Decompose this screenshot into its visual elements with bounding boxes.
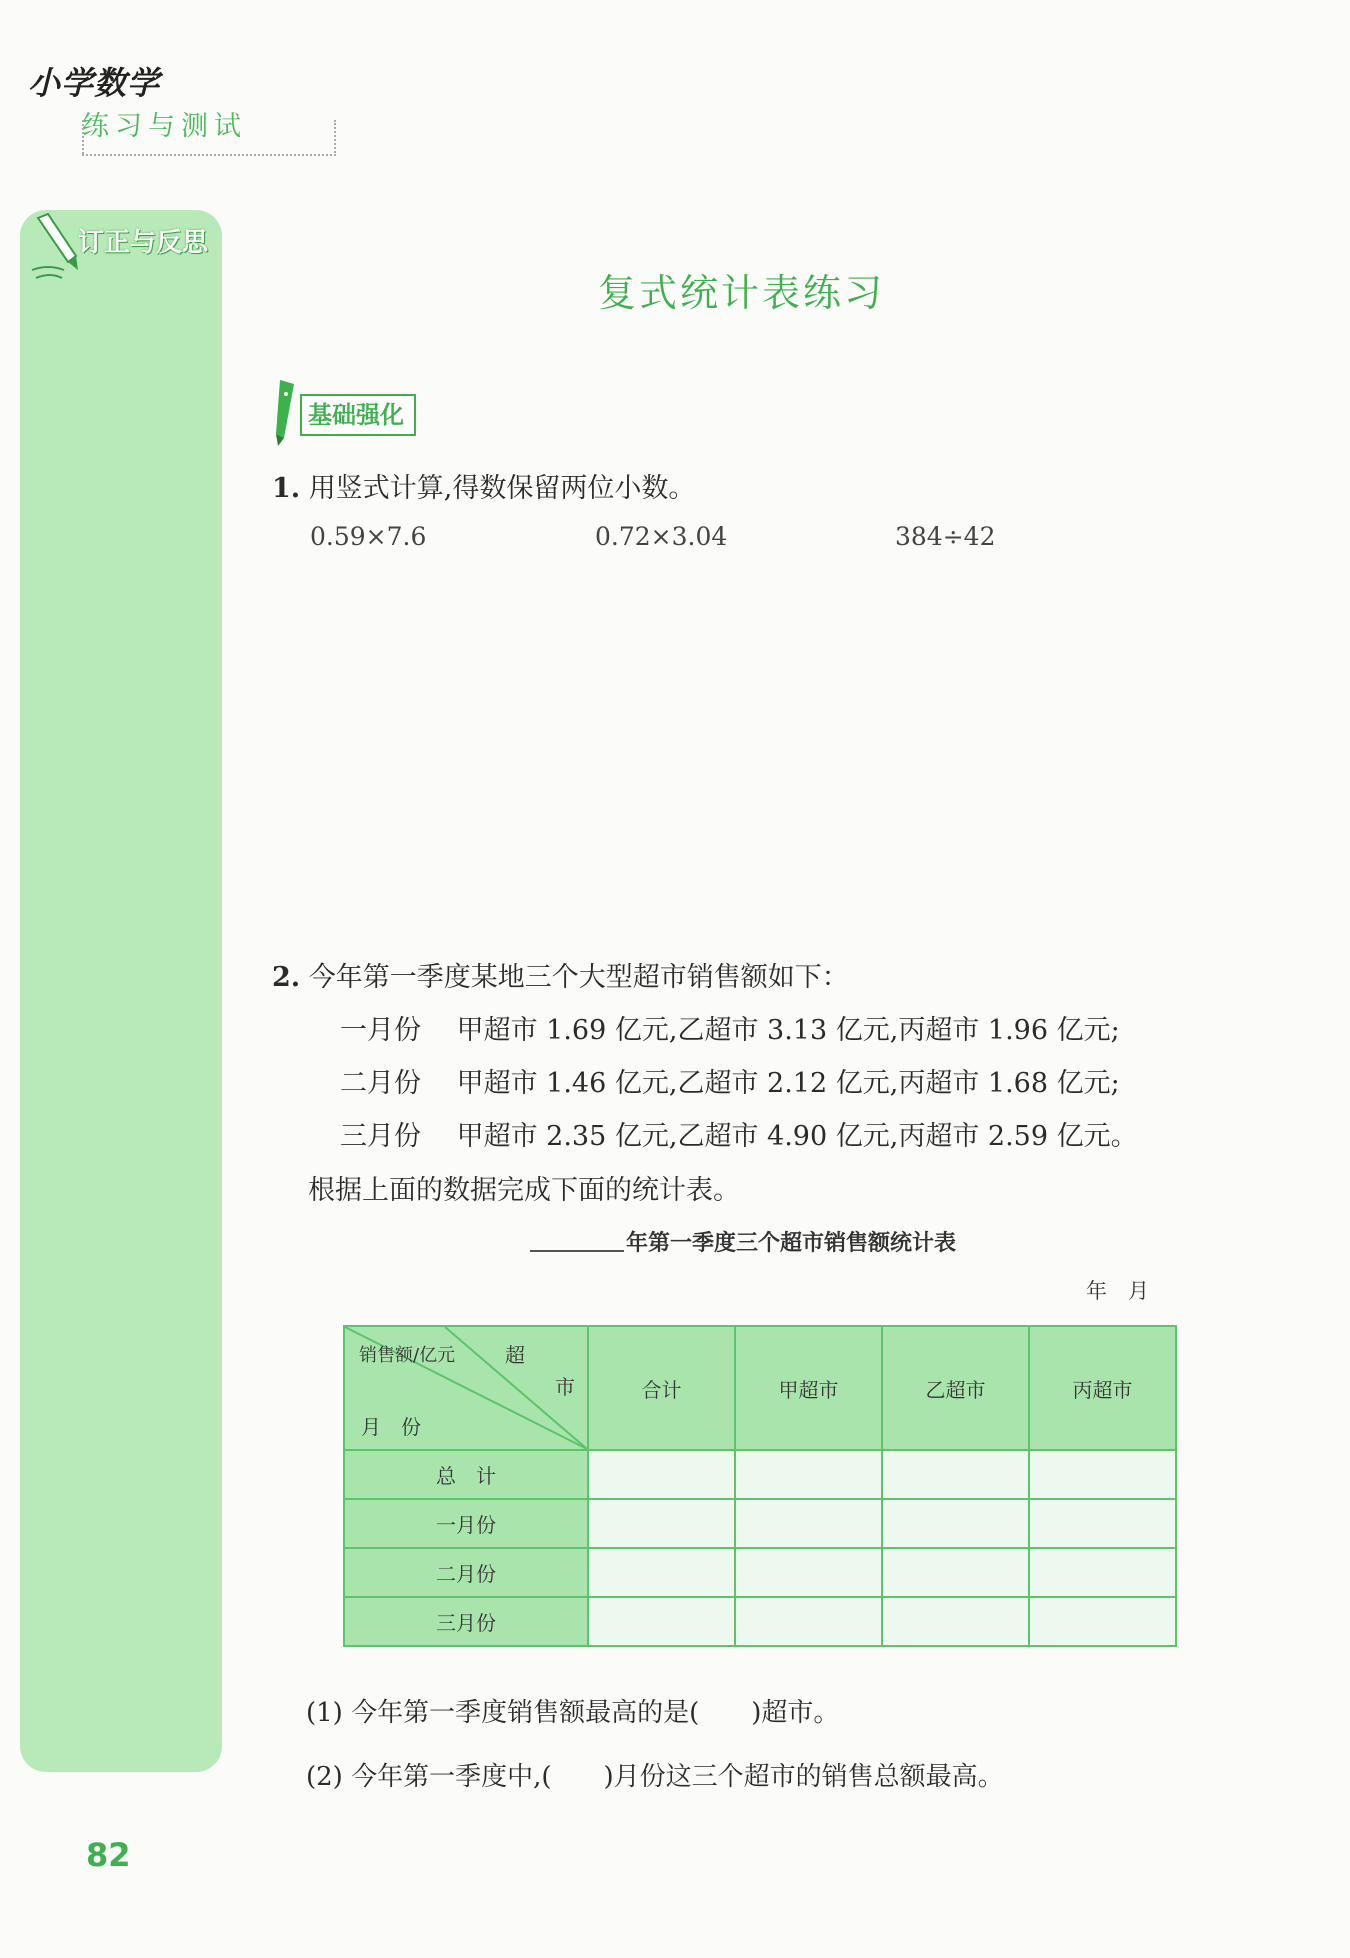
table-corner-cell	[344, 1326, 588, 1450]
month-label: 二月份	[340, 1068, 421, 1099]
corner-label-bottom: 月 份	[361, 1415, 421, 1439]
answer-cell[interactable]	[735, 1597, 882, 1646]
answer-cell[interactable]	[1029, 1499, 1176, 1548]
answer-cell[interactable]	[882, 1597, 1029, 1646]
sidebar-title: 订正与反思	[78, 228, 209, 258]
answer-cell[interactable]	[735, 1499, 882, 1548]
answer-cell[interactable]	[1029, 1450, 1176, 1499]
page-title: 复式统计表练习	[598, 271, 886, 315]
column-header: 丙超市	[1029, 1326, 1176, 1450]
corner-label-top2: 市	[555, 1375, 575, 1399]
data-detail: 甲超市 1.46 亿元,乙超市 2.12 亿元,丙超市 1.68 亿元;	[456, 1068, 1120, 1099]
pencil-icon	[28, 212, 84, 282]
answer-cell[interactable]	[1029, 1597, 1176, 1646]
data-line	[340, 1061, 1120, 1100]
question-2	[272, 955, 849, 994]
table-row	[344, 1597, 1176, 1646]
row-header: 二月份	[344, 1548, 588, 1597]
question-number: 2.	[272, 962, 301, 993]
answer-cell[interactable]	[882, 1548, 1029, 1597]
month-label: 三月份	[340, 1121, 421, 1152]
corner-label-mid: 销售额/亿元	[359, 1345, 456, 1366]
row-header: 总 计	[344, 1450, 588, 1499]
answer-cell[interactable]	[588, 1548, 735, 1597]
sub-question-1: (1) 今年第一季度销售额最高的是( )超市。	[306, 1698, 840, 1728]
column-header: 乙超市	[882, 1326, 1029, 1450]
column-header: 合计	[588, 1326, 735, 1450]
data-line	[340, 1114, 1138, 1153]
row-header: 一月份	[344, 1499, 588, 1548]
sub-question-2: (2) 今年第一季度中,( )月份这三个超市的销售总额最高。	[306, 1762, 1004, 1792]
data-line	[340, 1008, 1120, 1047]
month-label: 一月份	[340, 1015, 421, 1046]
table-title: 年第一季度三个超市销售额统计表	[626, 1231, 957, 1256]
badge-pencil-icon	[272, 376, 302, 446]
calc-item: 384÷42	[895, 522, 996, 551]
data-detail: 甲超市 2.35 亿元,乙超市 4.90 亿元,丙超市 2.59 亿元。	[456, 1121, 1138, 1152]
row-header: 三月份	[344, 1597, 588, 1646]
year-blank-line[interactable]	[530, 1250, 624, 1252]
answer-cell[interactable]	[588, 1597, 735, 1646]
answer-cell[interactable]	[588, 1450, 735, 1499]
page-number: 82	[86, 1836, 131, 1874]
column-header: 甲超市	[735, 1326, 882, 1450]
question-text: 用竖式计算,得数保留两位小数。	[308, 473, 696, 504]
answer-cell[interactable]	[588, 1499, 735, 1548]
subtitle-dotted-frame	[82, 120, 336, 156]
answer-cell[interactable]	[735, 1450, 882, 1499]
data-detail: 甲超市 1.69 亿元,乙超市 3.13 亿元,丙超市 1.96 亿元;	[456, 1015, 1120, 1046]
table-row	[344, 1450, 1176, 1499]
calc-item: 0.72×3.04	[595, 522, 728, 551]
date-label: 年 月	[1086, 1279, 1149, 1303]
calc-item: 0.59×7.6	[310, 522, 427, 551]
table-row	[344, 1499, 1176, 1548]
instruction: 根据上面的数据完成下面的统计表。	[308, 1175, 740, 1206]
answer-cell[interactable]	[882, 1499, 1029, 1548]
question-text: 今年第一季度某地三个大型超市销售额如下：	[308, 962, 849, 993]
answer-cell[interactable]	[1029, 1548, 1176, 1597]
section-badge: 基础强化	[300, 394, 416, 436]
book-subtitle: 练习与测试	[82, 111, 247, 142]
question-1	[272, 466, 695, 505]
question-number: 1.	[272, 473, 301, 504]
table-row	[344, 1548, 1176, 1597]
answer-cell[interactable]	[735, 1548, 882, 1597]
sales-table	[343, 1325, 1177, 1647]
correction-sidebar	[20, 210, 222, 1772]
subtitle-dotted-frame-left	[82, 120, 84, 154]
book-title: 小学数学	[28, 64, 161, 102]
answer-cell[interactable]	[882, 1450, 1029, 1499]
corner-label-top: 超	[505, 1343, 525, 1367]
